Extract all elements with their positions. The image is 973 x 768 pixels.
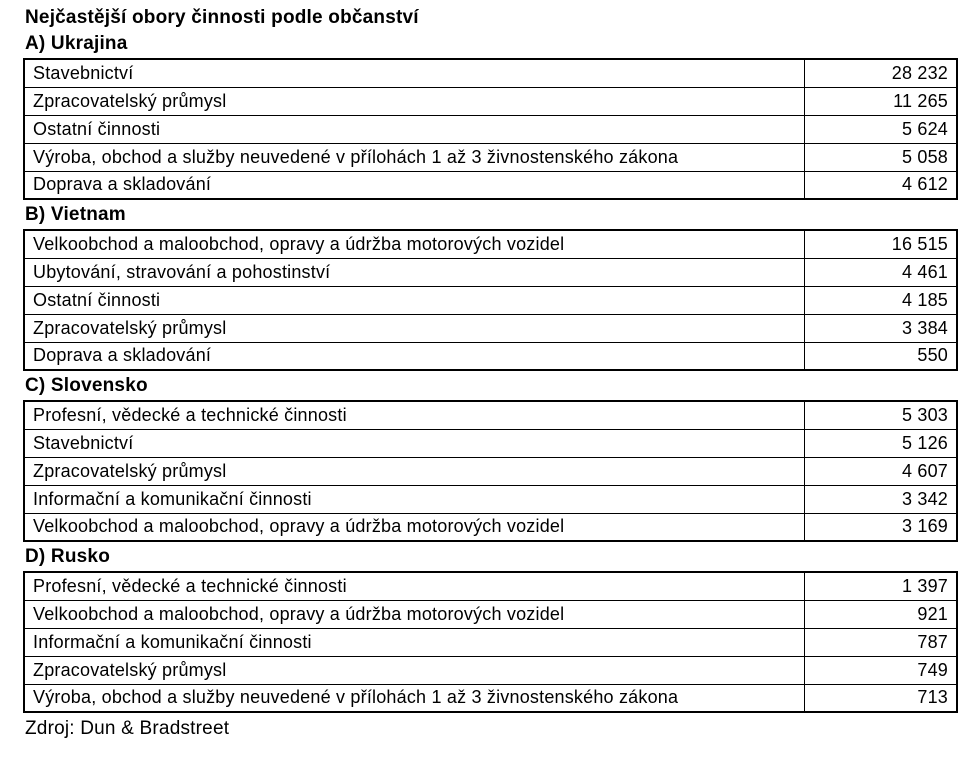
table-row <box>24 572 957 600</box>
activity-cell: Profesní, vědecké a technické činnosti <box>24 401 804 429</box>
table-row <box>24 230 957 258</box>
value-cell: 713 <box>804 684 957 712</box>
value-cell: 3 342 <box>804 485 957 513</box>
section-table <box>23 571 958 713</box>
activity-cell: Zpracovatelský průmysl <box>24 656 804 684</box>
table-row <box>24 258 957 286</box>
section-heading: A) Ukrajina <box>25 33 128 54</box>
table-row <box>24 59 957 87</box>
activity-cell: Výroba, obchod a služby neuvedené v přílohách 1 až 3 živnostenského zákona <box>24 143 804 171</box>
section-table <box>23 400 958 542</box>
activity-cell: Ostatní činnosti <box>24 115 804 143</box>
value-cell: 4 612 <box>804 171 957 199</box>
activity-cell: Doprava a skladování <box>24 342 804 370</box>
table-row <box>24 401 957 429</box>
value-cell: 749 <box>804 656 957 684</box>
source-note: Zdroj: Dun & Bradstreet <box>25 718 230 739</box>
activity-cell: Výroba, obchod a služby neuvedené v přílohách 1 až 3 živnostenského zákona <box>24 684 804 712</box>
section-heading: D) Rusko <box>25 546 110 567</box>
table-row <box>24 115 957 143</box>
value-cell: 4 185 <box>804 286 957 314</box>
activity-cell: Zpracovatelský průmysl <box>24 314 804 342</box>
value-cell: 5 303 <box>804 401 957 429</box>
table-row <box>24 513 957 541</box>
value-cell: 11 265 <box>804 87 957 115</box>
table-row <box>24 87 957 115</box>
table-row <box>24 429 957 457</box>
table-row <box>24 143 957 171</box>
activity-cell: Stavebnictví <box>24 429 804 457</box>
table-row <box>24 684 957 712</box>
activity-cell: Zpracovatelský průmysl <box>24 87 804 115</box>
value-cell: 1 397 <box>804 572 957 600</box>
value-cell: 5 126 <box>804 429 957 457</box>
value-cell: 4 607 <box>804 457 957 485</box>
value-cell: 4 461 <box>804 258 957 286</box>
activity-cell: Informační a komunikační činnosti <box>24 485 804 513</box>
activity-cell: Velkoobchod a maloobchod, opravy a údržba motorových vozidel <box>24 513 804 541</box>
value-cell: 16 515 <box>804 230 957 258</box>
value-cell: 921 <box>804 600 957 628</box>
value-cell: 550 <box>804 342 957 370</box>
table-row <box>24 286 957 314</box>
section-heading: C) Slovensko <box>25 375 148 396</box>
value-cell: 28 232 <box>804 59 957 87</box>
section-table <box>23 229 958 371</box>
value-cell: 3 169 <box>804 513 957 541</box>
section-table <box>23 58 958 200</box>
activity-cell: Velkoobchod a maloobchod, opravy a údržba motorových vozidel <box>24 600 804 628</box>
table-row <box>24 485 957 513</box>
activity-cell: Ubytování, stravování a pohostinství <box>24 258 804 286</box>
table-row <box>24 314 957 342</box>
value-cell: 5 058 <box>804 143 957 171</box>
activity-cell: Zpracovatelský průmysl <box>24 457 804 485</box>
table-row <box>24 171 957 199</box>
table-row <box>24 342 957 370</box>
section-heading: B) Vietnam <box>25 204 126 225</box>
activity-cell: Stavebnictví <box>24 59 804 87</box>
table-row <box>24 600 957 628</box>
sections <box>23 32 958 713</box>
page-title: Nejčastější obory činnosti podle občanství <box>25 7 419 28</box>
activity-cell: Ostatní činnosti <box>24 286 804 314</box>
table-row <box>24 656 957 684</box>
value-cell: 5 624 <box>804 115 957 143</box>
value-cell: 3 384 <box>804 314 957 342</box>
activity-cell: Doprava a skladování <box>24 171 804 199</box>
activity-cell: Velkoobchod a maloobchod, opravy a údržba motorových vozidel <box>24 230 804 258</box>
value-cell: 787 <box>804 628 957 656</box>
table-row <box>24 628 957 656</box>
activity-cell: Informační a komunikační činnosti <box>24 628 804 656</box>
table-row <box>24 457 957 485</box>
activity-cell: Profesní, vědecké a technické činnosti <box>24 572 804 600</box>
